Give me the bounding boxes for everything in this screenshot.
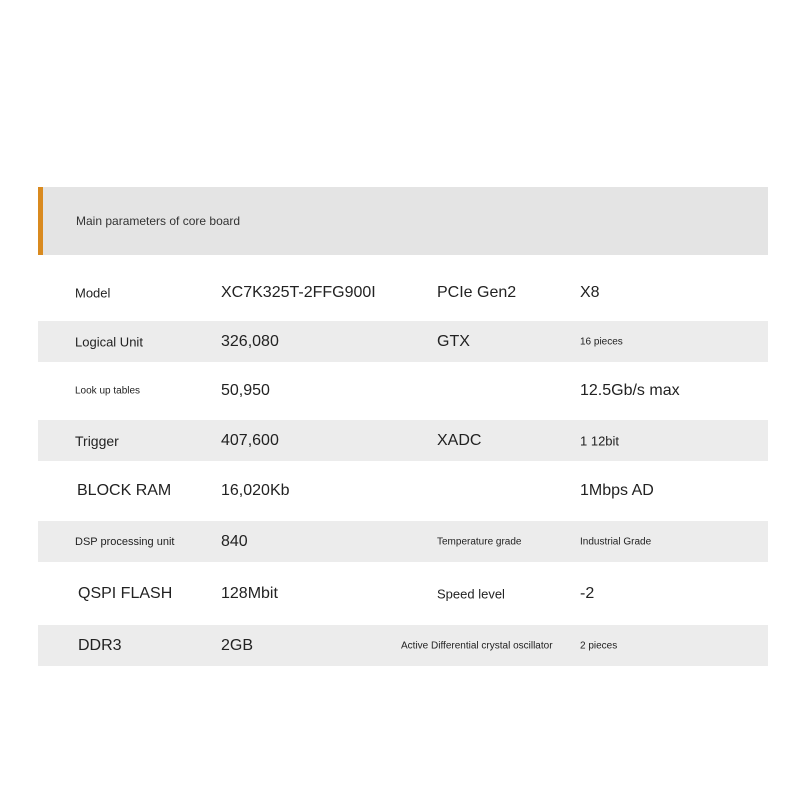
param-value: 16 pieces xyxy=(580,336,623,347)
param-value: 326,080 xyxy=(221,332,279,350)
param-label: Temperature grade xyxy=(437,536,522,547)
param-value: 2GB xyxy=(221,636,254,654)
param-label: Look up tables xyxy=(75,385,141,397)
parameters-table xyxy=(38,264,768,666)
param-label: GTX xyxy=(437,332,470,350)
param-label: Trigger xyxy=(75,432,119,449)
param-label: DDR3 xyxy=(78,636,122,654)
param-value: 16,020Kb xyxy=(221,482,290,499)
param-value: X8 xyxy=(580,283,600,301)
param-label: PCIe Gen2 xyxy=(437,283,517,301)
param-label: Active Differential crystal oscillator xyxy=(401,640,553,651)
table-row xyxy=(38,362,768,420)
table-row xyxy=(38,625,768,666)
param-value: 1 12bit xyxy=(580,433,620,448)
param-value: XC7K325T-2FFG900I xyxy=(221,283,376,301)
param-value: 50,950 xyxy=(221,382,270,399)
section-title: Main parameters of core board xyxy=(76,214,241,228)
param-label: Speed level xyxy=(437,586,505,601)
param-value: 407,600 xyxy=(221,431,279,449)
param-value: Industrial Grade xyxy=(580,536,652,547)
param-label: Model xyxy=(75,285,111,300)
table-row xyxy=(38,420,768,461)
param-value: 2 pieces xyxy=(580,640,618,651)
table-row xyxy=(38,264,768,321)
table-row xyxy=(38,461,768,521)
section-header xyxy=(38,187,768,255)
param-value: 128Mbit xyxy=(221,584,278,602)
param-label: QSPI FLASH xyxy=(78,584,173,602)
param-label: Logical Unit xyxy=(75,334,143,349)
param-value: -2 xyxy=(580,584,595,602)
param-value: 840 xyxy=(221,532,248,550)
param-label: DSP processing unit xyxy=(75,535,175,548)
table-row xyxy=(38,562,768,625)
table-row xyxy=(38,321,768,362)
param-value: 12.5Gb/s max xyxy=(580,382,680,399)
header-accent-bar xyxy=(38,187,43,255)
param-label: BLOCK RAM xyxy=(77,482,172,499)
param-label: XADC xyxy=(437,431,482,449)
table-row xyxy=(38,521,768,562)
param-value: 1Mbps AD xyxy=(580,482,654,499)
